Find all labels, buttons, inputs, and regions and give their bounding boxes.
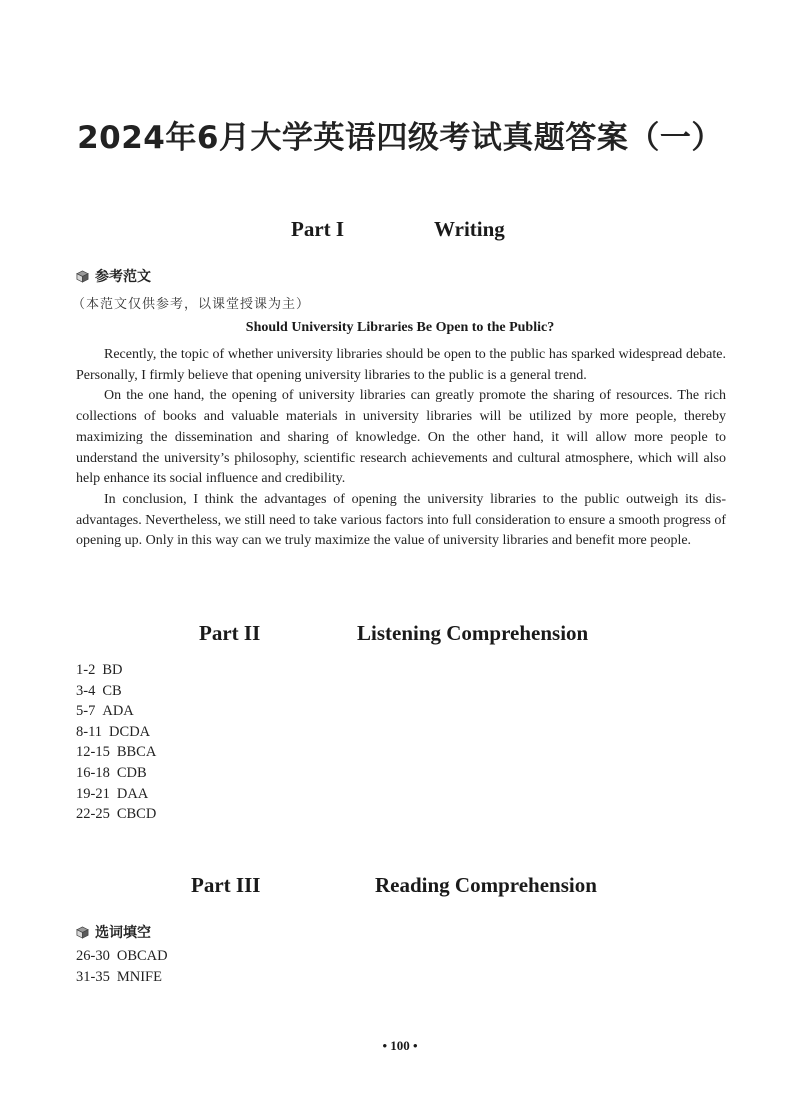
answer-letters: BD	[102, 662, 123, 678]
answer-row	[76, 722, 156, 743]
answer-letters: CDB	[116, 764, 147, 781]
answer-letters: CBCD	[116, 806, 157, 823]
answer-row	[76, 784, 156, 805]
essay-paragraph: On the one hand, the opening of university libraries can greatly promote the sharing of resources. The rich collections of books and valuable materials in university libraries will be utilized by more people, thereby maximizing the dissemination and sharing of knowledge. On the other hand, it will allow more people to understand the university’s philosophy, scientific research achievements and cultural atmosphere, which will also help enhance its social influence and credibility.	[76, 388, 726, 487]
essay-title: Should University Libraries Be Open to the Public?	[245, 320, 555, 335]
part1-label: Part I	[291, 217, 345, 241]
part3-label: Part III	[191, 873, 261, 897]
reading-section-label	[76, 922, 151, 942]
answer-letters: OBCAD	[116, 948, 168, 964]
essay-body	[76, 345, 726, 552]
answer-letters: ADA	[102, 703, 134, 720]
part3-name: Reading Comprehension	[375, 873, 597, 897]
writing-section-label	[76, 266, 151, 286]
answer-range: 16-18	[76, 764, 110, 781]
reading-answers	[76, 946, 168, 987]
cube-icon	[76, 926, 89, 939]
answer-range: 31-35	[76, 968, 110, 985]
answer-letters: DCDA	[109, 723, 151, 740]
essay-note: （本范文仅供参考，以课堂授课为主）	[72, 297, 311, 312]
answer-letters: MNIFE	[116, 968, 162, 985]
part1-name: Writing	[434, 217, 505, 241]
answer-row	[76, 946, 168, 967]
answer-range: 5-7	[76, 703, 96, 720]
answer-letters: BBCA	[116, 744, 157, 761]
answer-range: 26-30	[76, 948, 110, 964]
essay-paragraph: In conclusion, I think the advantages of opening the university libraries to the public outweigh its disadvantages. Nevertheless, we still need to take various factors into full consideration to ensure a smooth progress of opening up. Only in this way can we truly maximize the value of university libraries and benefit more people.	[76, 491, 726, 549]
cube-icon	[76, 270, 89, 283]
answer-letters: DAA	[116, 785, 149, 802]
answer-row	[76, 660, 156, 681]
answer-range: 1-2	[76, 662, 96, 678]
answer-row	[76, 804, 156, 825]
answer-row	[76, 763, 156, 784]
essay-paragraph: Recently, the topic of whether university libraries should be open to the public has sparked widespread debate. Personally, I firmly believe that opening university libraries to the public is a general trend.	[76, 347, 726, 383]
answer-row	[76, 681, 156, 702]
answer-range: 12-15	[76, 744, 110, 761]
answer-row	[76, 742, 156, 763]
page-title: 2024年6月大学英语四级考试真题答案（一）	[77, 120, 723, 156]
answer-range: 3-4	[76, 682, 96, 699]
answer-row	[76, 701, 156, 722]
writing-section-text: 参考范文	[95, 269, 151, 285]
answer-range: 22-25	[76, 806, 110, 823]
answer-range: 19-21	[76, 785, 110, 802]
part2-label: Part II	[199, 621, 261, 645]
part2-name: Listening Comprehension	[357, 621, 589, 645]
answer-letters: CB	[102, 682, 122, 699]
listening-answers	[76, 660, 156, 825]
answer-range: 8-11	[76, 723, 103, 740]
reading-section-text: 选词填空	[95, 925, 151, 941]
answer-row	[76, 967, 168, 988]
page-number: • 100 •	[382, 1038, 418, 1053]
